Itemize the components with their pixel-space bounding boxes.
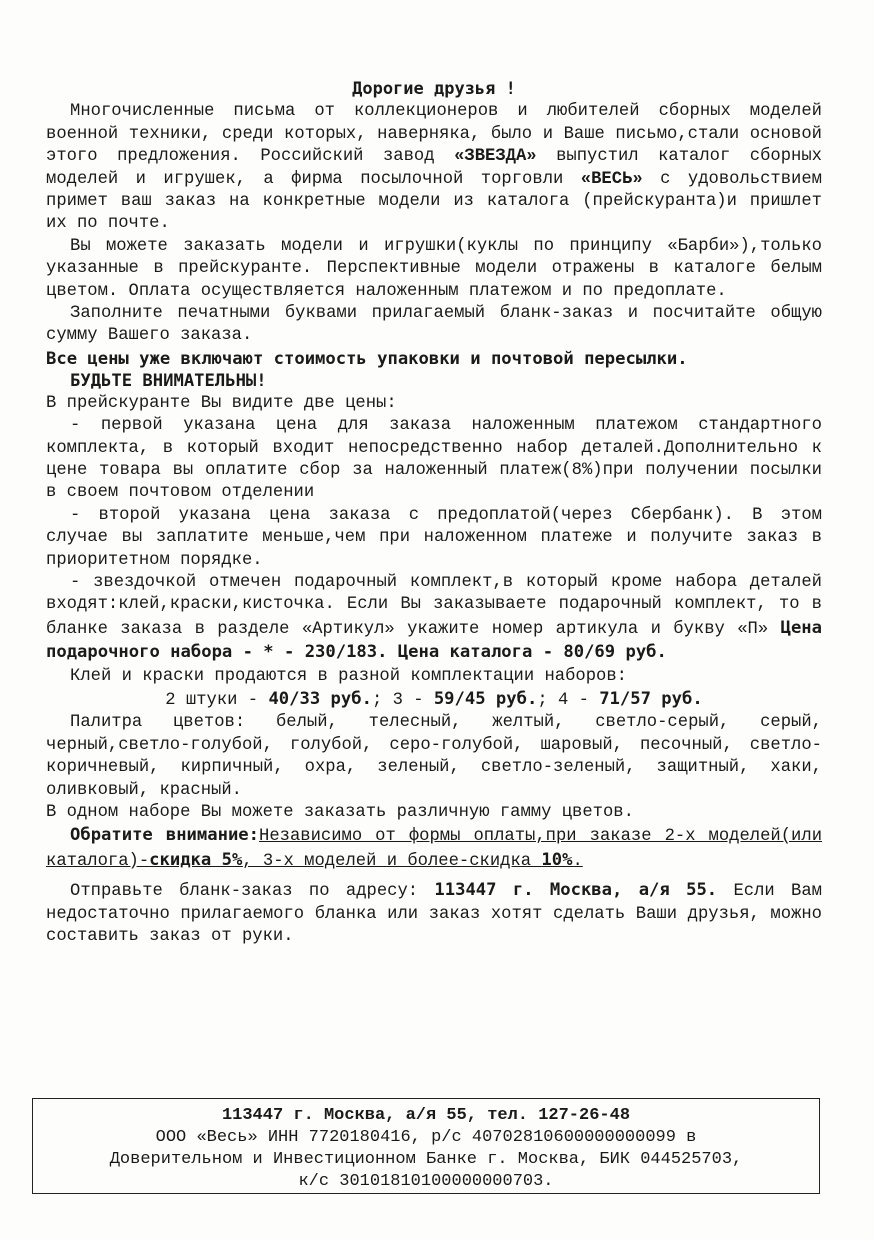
page-title: Дорогие друзья !: [352, 79, 516, 99]
intro-paragraph: [46, 101, 822, 235]
ves-brand: «ВЕСЬ»: [580, 169, 643, 189]
send-paragraph: [46, 879, 822, 948]
requisites-box: [32, 1098, 820, 1194]
notice-text: , 3-х моделей и более-скидка: [242, 851, 542, 871]
glue-paint-line: Клей и краски продаются в разной комплектации наборов:: [70, 666, 627, 686]
attention-heading: БУДЬТЕ ВНИМАТЕЛЬНЫ!: [70, 371, 267, 392]
gift-price: Цена подарочного набора - * - 230/183. Цена каталога - 80/69 руб.: [46, 617, 822, 663]
footer-bank: Доверительном и Инвестиционном Банке г. Москва, БИК 044525703,: [109, 1150, 743, 1169]
gift-text: - звездочкой отмечен подарочный комплект,в который кроме набора деталей входят:клей,краски,кисточка. Если Вы заказываете подарочный комплект, то в бланке заказа в разделе «Артикул» укажите номер артикула и букву «П»: [46, 572, 822, 639]
letter-body: [46, 78, 822, 948]
price-label: 2 штуки -: [165, 690, 269, 710]
send-text: Отправьте бланк-заказ по адресу:: [70, 882, 435, 902]
intro-text: выпустил каталог сборных моделей и игрушек, а фирма посылочной торговли: [46, 147, 822, 189]
price-value: 59/45 руб.: [433, 688, 538, 709]
notice-label: Обратите внимание:: [70, 825, 259, 846]
two-prices-line: В прейскуранте Вы видите две цены:: [46, 393, 397, 413]
footer-account: к/с 30101810100000000703.: [298, 1172, 554, 1191]
order-info-paragraph: Вы можете заказать модели и игрушки(куклы по принципу «Барби»),только указанные в прейскуранте. Перспективные модели отражены в каталоге белым цветом. Оплата осуществляется наложенным платежом и по предоплате.: [46, 236, 822, 301]
footer-address: 113447 г. Москва, а/я 55, тел. 127-26-48: [221, 1106, 631, 1125]
discount-10: 10%: [541, 849, 573, 870]
price-value: 40/33 руб.: [268, 688, 372, 709]
intro-text: Многочисленные письма от коллекционеров и любителей сборных моделей военной техники, среди которых, наверняка, было и Ваше письмо,стали основой этого предложения. Российский завод: [46, 102, 822, 167]
discount-5: скидка 5%: [149, 849, 243, 870]
intro-text: с удовольствием примет ваш заказ на конкретные модели из каталога (прейскуранта)и пришлет их по почте.: [46, 169, 822, 234]
price-label: ; 3 -: [371, 690, 434, 710]
zvezda-brand: «ЗВЕЗДА»: [454, 147, 537, 167]
price-item-cod: - первой указана цена для заказа наложенным платежом стандартного комплекта, в который входит непосредственно набор деталей.Дополнительно к цене товара вы оплатите сбор за наложенный платеж(8%)при получении посылки в своем почтовом отделении: [46, 416, 822, 503]
palette-paragraph: Палитра цветов: белый, телесный, желтый, светло-серый, серый, черный,светло-голубой, голубой, серо-голубой, шаровый, песочный, светло-коричневый, кирпичный, охра, зеленый, светло-зеленый, защитный, хаки, оливковый, красный.: [46, 713, 822, 800]
notice-text: .: [572, 851, 583, 871]
gamma-line: В одном наборе Вы можете заказать различную гамму цветов.: [46, 803, 634, 822]
price-item-prepay: - второй указана цена заказа с предоплатой(через Сбербанк). В этом случае вы заплатите меньше,чем при наложенном платеже и получите заказ в приоритетном порядке.: [46, 505, 822, 570]
fill-form-paragraph: Заполните печатными буквами прилагаемый бланк-заказ и посчитайте общую сумму Вашего заказа.: [46, 304, 822, 346]
price-label: ; 4 -: [537, 690, 600, 710]
glue-paint-prices: [46, 688, 822, 712]
prices-include-note: Все цены уже включают стоимость упаковки и почтовой пересылки.: [46, 348, 688, 369]
send-address: 113447 г. Москва, а/я 55.: [434, 880, 718, 901]
price-value: 71/57 руб.: [599, 688, 703, 709]
discount-notice: [46, 824, 822, 873]
footer-company: ООО «Весь» ИНН 7720180416, р/с 40702810600000000099 в: [155, 1128, 697, 1147]
notice-text: Независимо от формы оплаты,при заказе 2-х моделей(или каталога)-: [46, 827, 823, 871]
send-text: Если Вам недостаточно прилагаемого бланка или заказ хотят сделать Ваши друзья, можно составить заказ от руки.: [46, 882, 822, 947]
price-item-gift: [46, 572, 822, 666]
